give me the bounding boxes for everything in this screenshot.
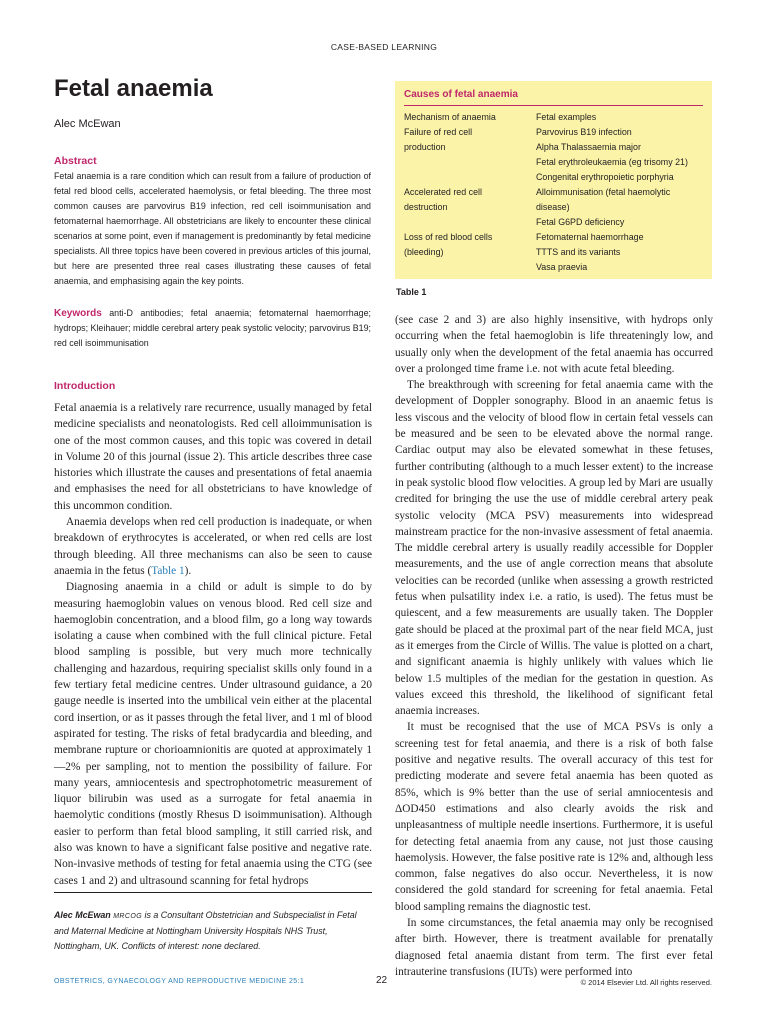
body-paragraph: Fetal anaemia is a relatively rare recurrence, usually managed by fetal medicine specialists and neonatologists. Red cell alloimmunisation is one of the most common causes, and this topic was covered in detail in Volume 20 of this journal (issue 2). This article describes three case histories which illustrate the causes and presentations of fetal anaemia and emphasises the need for all obstetricians to have knowledge of this uncommon condition. — [54, 402, 372, 512]
abstract-heading: Abstract — [54, 155, 97, 167]
running-head: CASE-BASED LEARNING — [330, 42, 438, 52]
footnote-author-name: Alec McEwan — [54, 910, 111, 920]
article-title: Fetal anaemia — [54, 75, 213, 102]
footer-copyright: © 2014 Elsevier Ltd. All rights reserved. — [580, 978, 712, 987]
table-mechanism-cell: Loss of red blood cells — [404, 232, 493, 242]
table-mechanism-cell: Accelerated red cell — [404, 187, 482, 197]
table-example-cell: Alloimmunisation (fetal haemolytic — [536, 187, 671, 197]
keywords-label: Keywords — [54, 308, 102, 319]
table-example-cell: Fetal erythroleukaemia (eg trisomy 21) — [536, 157, 688, 167]
table-mechanism-cell: (bleeding) — [404, 247, 444, 257]
right-column-body — [395, 312, 713, 980]
table-caption: Table 1 — [396, 287, 427, 297]
footnote-rule — [54, 892, 372, 893]
author-name: Alec McEwan — [54, 118, 121, 130]
table-col-header-mechanism: Mechanism of anaemia — [404, 112, 496, 122]
keywords — [54, 306, 371, 351]
footnote-text: is a Consultant Obstetrician and Subspecialist in Fetal and Maternal Medicine at Nottingham University Hospitals NHS Trust, Nottingham, UK. Conflicts of interest: none declared. — [54, 910, 357, 951]
body-paragraph: The breakthrough with screening for fetal anaemia came with the development of Doppler sonography. Blood in an anaemic fetus is less viscous and the velocity of blood flow in certain fetal vessels can be measured and be seen to be elevated above the normal range. Cardiac output may also be elevated somewhat in these fetuses, further contributing (although to a much lesser extent) to the increase in peak systolic blood flow velocities. A group led by Mari are usually credited for bringing the use the use of middle cerebral artery peak systolic velocity (MCA PSV) measurements into widespread mainstream practice for the non-invasive assessment of fetal anaemia. The middle cerebral artery is usually readily accessible for Doppler measurements, and the use of angle correction means that absolute velocities can be recorded (unlike when assessing a growth restricted fetus when pulsatility index i.e. a ratio, is used). The fetus must be quiescent, and a few measurements are usually taken. The Doppler gate should be placed at the proximal part of the near field MCA, just as it emerges from the Circle of Willis. The value is plotted on a chart, and significant anaemia is highly unlikely with values which lie below 1.5 multiples of the median for the gestation in question. As values exceed this threshold, the likelihood of significant fetal anaemia increases. — [395, 379, 713, 718]
table-1-link[interactable]: Table 1 — [151, 564, 185, 577]
body-paragraph: Diagnosing anaemia in a child or adult is simple to do by measuring haemoglobin values on venous blood. Red cell size and haemoglobin concentration, and a blood film, go a long way towards isolating a cause when combined with the full clinical picture. Fetal blood sampling is possible, but very much more technically challenging and hazardous, requiring specialist skills only found in a few tertiary fetal medicine centres. Under ultrasound guidance, a 20 gauge needle is inserted into the umbilical vein either at the placental cord insertion, or as it passes through the fetal liver, and 1 ml of blood aspirated for testing. The risks of fetal bradycardia and bleeding, and membrane rupture or chorioamnionitis are quoted at approximately 1—2% per sampling, not to mention the possibility of failure. For many years, amniocentesis and spectrophotometric measurement of liquor bilirubin was used as a surrogate for fetal anaemia in haemolytic conditions (mostly Rhesus D isoimmunisation). Although easier to perform than fetal blood sampling, it still carried risk, and also was known to have a significant false positive and negative rate. Non-invasive methods of testing for fetal anaemia using the CTG (see cases 1 and 2) and ultrasound scanning for fetal hydrops — [54, 581, 372, 887]
introduction-heading: Introduction — [54, 380, 116, 392]
table-example-cell: Vasa praevia — [536, 262, 588, 272]
body-paragraph-text: ). — [184, 564, 192, 577]
keywords-text: anti-D antibodies; fetal anaemia; fetomaternal haemorrhage; hydrops; Kleihauer; middle cerebral artery peak systolic velocity; parvovirus B19; red cell isoimmunisation — [54, 308, 371, 348]
table-example-cell: Fetomaternal haemorrhage — [536, 232, 644, 242]
table-col-header-examples: Fetal examples — [536, 112, 597, 122]
body-paragraph-text: Anaemia develops when red cell production is inadequate, or when breakdown of erythrocytes is accelerated, or when red cells are lost through bleeding. All three mechanisms can also be seen to cause anaemia in the fetus ( — [54, 516, 372, 577]
footer-journal: OBSTETRICS, GYNAECOLOGY AND REPRODUCTIVE MEDICINE 25:1 — [54, 978, 305, 985]
table-title-rule — [404, 105, 703, 106]
left-column-body — [54, 400, 372, 889]
abstract-text: Fetal anaemia is a rare condition which can result from a failure of production of fetal red blood cells, accelerated haemolysis, or fetal bleeding. The three most common causes are parvovirus B19 infection, red cell isoimmunisation and fetomaternal haemorrhage. All obstetricians are likely to encounter these clinical scenarios at some point, even if management is predominantly by fetal medicine specialists. All three topics have been covered in previous articles of this journal, but here are presented three real cases illustrating these causes of fetal anaemia, and emphasising again the key points. — [54, 171, 371, 286]
table-title: Causes of fetal anaemia — [404, 89, 518, 100]
body-paragraph: It must be recognised that the use of MCA PSVs is only a screening test for fetal anaemia, and there is a risk of both false positive and negative results. The overall accuracy of this test for predicting moderate and severe fetal anaemia has been quoted as 85%, which is 9% better than the use of serial amniocentesis and ΔOD450 estimations and also clearly avoids the risk and unpleasantness of multiple needle insertions. Furthermore, it is useful for detecting fetal anaemia from any cause, not just those causing haemolysis. However, the false positive rate is 12% and, although less common, false negatives do also occur. Nevertheless, it is now considered the gold standard for screening for fetal anaemia. Fetal blood sampling remains the diagnostic test. — [395, 721, 713, 913]
body-paragraph: In some circumstances, the fetal anaemia may only be recognised after birth. However, there is treatment available for prenatally diagnosed fetal anaemia distant from term. The first ever fetal intrauterine transfusions (IUTs) were performed into — [395, 916, 713, 978]
table-causes-of-fetal-anaemia — [395, 81, 712, 279]
table-example-cell: Alpha Thalassaemia major — [536, 142, 641, 152]
table-mechanism-cell: Failure of red cell — [404, 127, 473, 137]
table-example-cell: TTTS and its variants — [536, 247, 621, 257]
body-paragraph: (see case 2 and 3) are also highly insensitive, with hydrops only occurring when the fetal haemoglobin is life threateningly low, and usually only when the development of the fetal anaemia has occurred over a prolonged time frame i.e. not with acute fetal bleeding. — [395, 314, 713, 375]
table-example-cell: Congenital erythropoietic porphyria — [536, 172, 674, 182]
author-footnote — [54, 908, 372, 954]
footer-page-number: 22 — [376, 975, 388, 986]
footnote-author-degree: MRCOG — [113, 913, 143, 920]
table-example-cell: Parvovirus B19 infection — [536, 127, 632, 137]
table-mechanism-cell: production — [404, 142, 446, 152]
table-mechanism-cell: destruction — [404, 202, 448, 212]
table-example-cell: Fetal G6PD deficiency — [536, 217, 625, 227]
table-example-cell: disease) — [536, 202, 570, 212]
body-paragraph — [54, 514, 372, 579]
